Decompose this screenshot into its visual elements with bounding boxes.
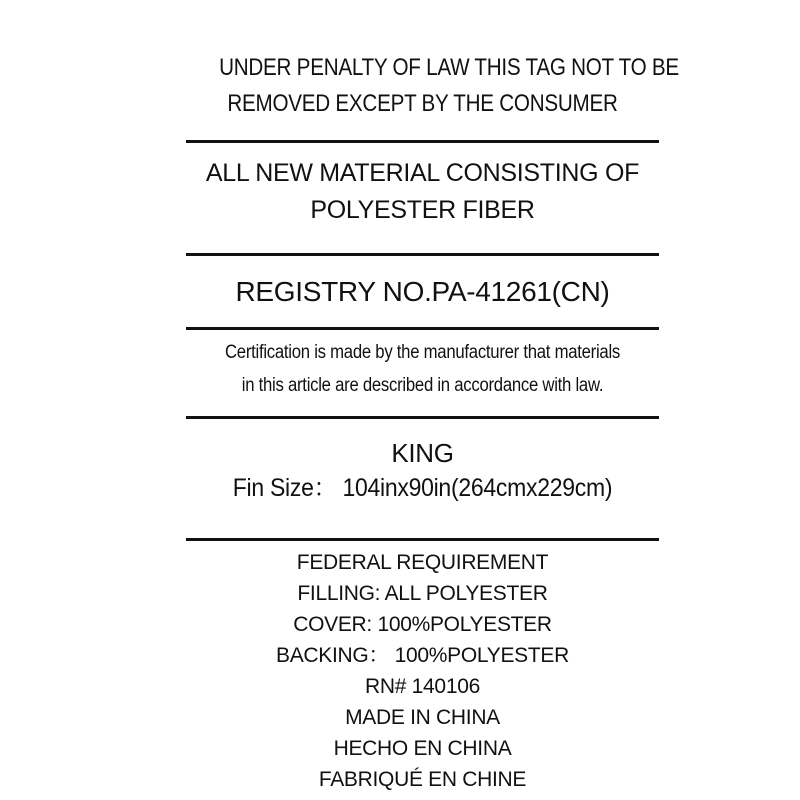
certification-line-1: Certification is made by the manufacturer that materials <box>224 342 621 363</box>
divider <box>186 416 659 419</box>
material-line-1: ALL NEW MATERIAL CONSISTING OF <box>205 159 640 187</box>
origin-french: FABRIQUÉ EN CHINE <box>318 768 527 791</box>
cover-line: COVER: 100%POLYESTER <box>293 613 552 636</box>
divider <box>186 140 659 143</box>
requirements-heading: FEDERAL REQUIREMENT <box>296 551 549 574</box>
law-tag <box>186 40 679 795</box>
penalty-notice-line-1: UNDER PENALTY OF LAW THIS TAG NOT TO BE <box>219 54 679 81</box>
material-line-2: POLYESTER FIBER <box>310 196 535 224</box>
size-dimensions: Fin Size： 104inx90in(264cmx229cm) <box>232 474 613 502</box>
filling-line: FILLING: ALL POLYESTER <box>297 582 548 605</box>
origin-english: MADE IN CHINA <box>345 706 500 729</box>
size-section <box>186 437 659 538</box>
certification-section <box>186 336 659 416</box>
backing-line: BACKING： 100%POLYESTER <box>276 644 569 667</box>
penalty-notice-line-2: REMOVED EXCEPT BY THE CONSUMER <box>227 90 618 117</box>
divider <box>186 327 659 330</box>
rn-number: RN# 140106 <box>365 675 480 698</box>
certification-line-2: in this article are described in accordance with law. <box>241 375 604 396</box>
size-name: KING <box>391 438 454 468</box>
penalty-notice-section <box>186 40 679 140</box>
material-section <box>186 155 659 253</box>
requirements-section <box>186 541 659 795</box>
origin-spanish: HECHO EN CHINA <box>333 737 512 760</box>
registry-section <box>186 256 659 327</box>
registry-number: REGISTRY NO.PA-41261(CN) <box>235 276 610 307</box>
